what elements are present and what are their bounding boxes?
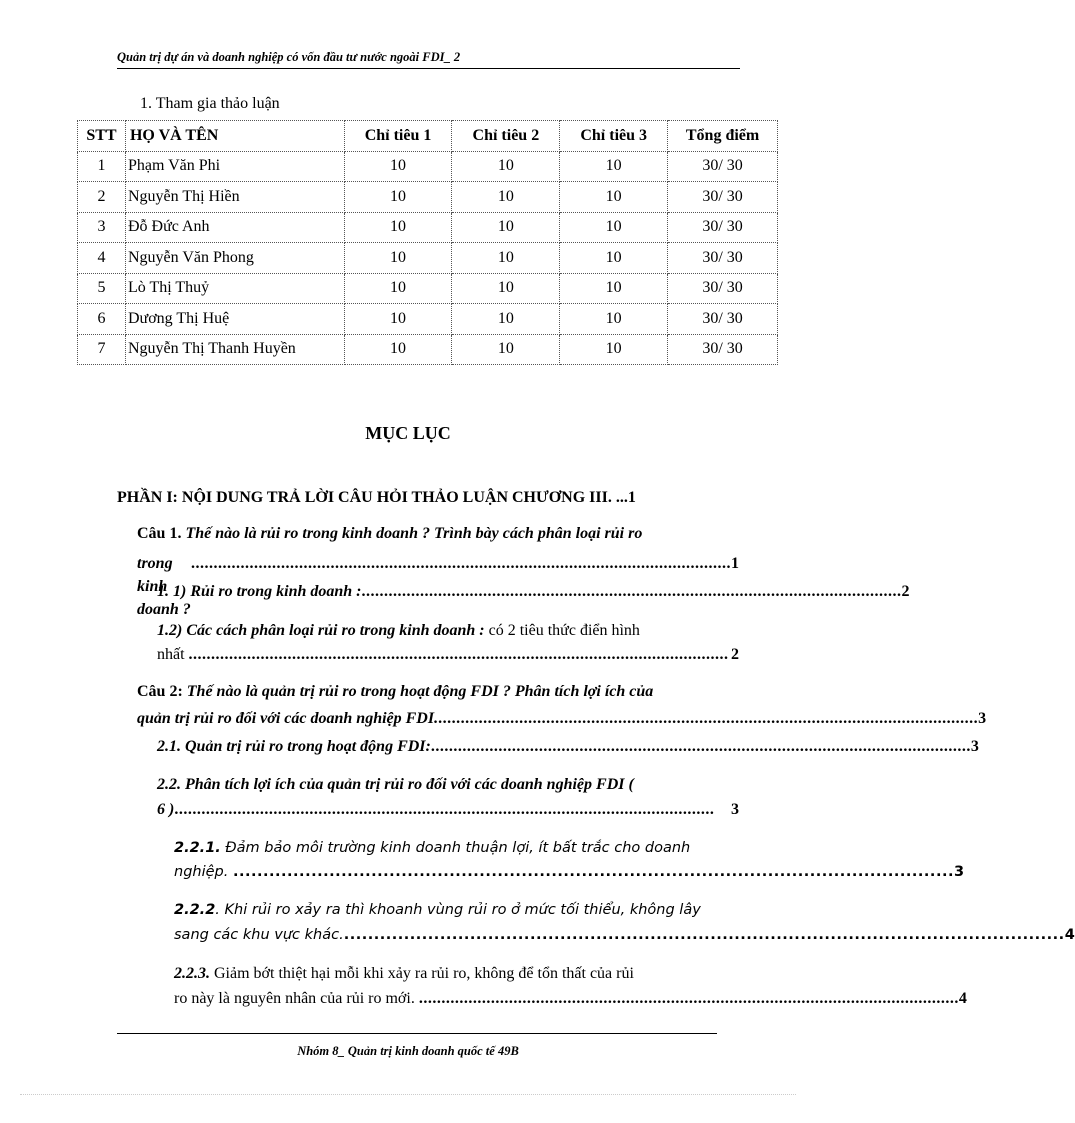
cell-stt: 4 <box>78 243 126 274</box>
toc-s12-page: 2 <box>731 646 739 663</box>
toc-q2-label: Câu 2: <box>137 683 183 700</box>
toc-s222-num: 2.2.2 <box>174 902 216 918</box>
toc-q1-text-a: Thế nào là rủi ro trong kinh doanh ? Trình bày cách phân loại rủi ro <box>185 525 643 542</box>
cell-total: 30/ 30 <box>668 151 778 182</box>
toc-s221-text-b: nghiệp. <box>174 864 229 880</box>
cell-stt: 1 <box>78 151 126 182</box>
table-row <box>78 243 778 274</box>
toc-question-2 <box>137 680 739 703</box>
cell-name: Phạm Văn Phi <box>125 151 344 182</box>
cell-criteria-3: 10 <box>560 273 668 304</box>
toc-section-2-2-1-cont: nghiệp. ........................................................................................................................ 3 <box>174 861 739 884</box>
toc-s21-page: 3 <box>970 738 979 755</box>
toc-q1-page: 1 <box>731 555 739 572</box>
toc-section-2-2-1 <box>174 837 739 860</box>
cell-stt: 3 <box>78 212 126 243</box>
toc-s22-text-b: 6 ) <box>157 801 175 818</box>
cell-criteria-1: 10 <box>344 334 452 365</box>
cell-stt: 7 <box>78 334 126 365</box>
toc-section-2-2-3 <box>174 962 739 985</box>
toc-s12-text: 1.2) Các cách phân loại rủi ro trong kinh doanh : <box>157 622 485 639</box>
participation-table <box>77 120 778 365</box>
header-criteria-3: Chỉ tiêu 3 <box>560 121 668 152</box>
cell-criteria-2: 10 <box>452 182 560 213</box>
cell-criteria-3: 10 <box>560 151 668 182</box>
cell-criteria-1: 10 <box>344 212 452 243</box>
cell-criteria-2: 10 <box>452 334 560 365</box>
toc-section-1-2-cont: nhất ........................................................................................................................ 2 <box>157 643 739 666</box>
cell-stt: 5 <box>78 273 126 304</box>
cell-criteria-1: 10 <box>344 273 452 304</box>
toc-s221-num: 2.2.1. <box>174 840 221 856</box>
toc-question-1-cont: trong kinh doanh ? ........................................................................................................................ 1 <box>137 552 739 621</box>
table-row <box>78 304 778 335</box>
table-row <box>78 182 778 213</box>
toc-q2-text-a: Thế nào là quản trị rủi ro trong hoạt động FDI ? Phân tích lợi ích của <box>186 683 654 700</box>
toc-q2-page: 3 <box>978 710 987 727</box>
toc-section-1-2 <box>157 619 739 642</box>
toc-s222-page: 4 <box>1064 927 1075 943</box>
toc-part-1: PHẦN I: NỘI DUNG TRẢ LỜI CÂU HỎI THẢO LUẬN CHƯƠNG III. ...1 <box>117 489 636 506</box>
section-title: 1. Tham gia thảo luận <box>140 95 280 112</box>
cell-stt: 2 <box>78 182 126 213</box>
toc-section-2-2-2-cont: sang các khu vực khác. ........................................................................................................................ 4 <box>174 924 739 947</box>
toc-s22-text-a: 2.2. Phân tích lợi ích của quản trị rủi ro đối với các doanh nghiệp FDI ( <box>157 776 634 793</box>
cell-criteria-2: 10 <box>452 304 560 335</box>
header-stt: STT <box>78 121 126 152</box>
toc-s12-tail: có 2 tiêu thức điển hình <box>488 622 640 639</box>
page-header: Quản trị dự án và doanh nghiệp có vốn đầu tư nước ngoài FDI_ 2 <box>117 50 740 69</box>
toc-s11-page: 2 <box>901 583 910 600</box>
cell-stt: 6 <box>78 304 126 335</box>
toc-question-2-cont: quản trị rủi ro đối với các doanh nghiệp FDI. ........................................................................................................................ 3 <box>137 707 739 730</box>
cell-total: 30/ 30 <box>668 182 778 213</box>
cell-criteria-2: 10 <box>452 151 560 182</box>
toc-section-1-1: 1. 1) Rủi ro trong kinh doanh : ........................................................................................................................ 2 <box>157 580 739 603</box>
toc-section-2-2-cont: 6 ) ........................................................................................................................ 3 <box>157 798 739 821</box>
page-footer: Nhóm 8_ Quản trị kinh doanh quốc tế 49B <box>297 1044 519 1058</box>
cell-name: Nguyễn Thị Hiền <box>125 182 344 213</box>
toc-s223-text-b: ro này là nguyên nhân của rủi ro mới. <box>174 990 415 1007</box>
cell-criteria-2: 10 <box>452 243 560 274</box>
header-criteria-1: Chỉ tiêu 1 <box>344 121 452 152</box>
cell-name: Nguyễn Thị Thanh Huyền <box>125 334 344 365</box>
toc-s222-text-b: sang các khu vực khác. <box>174 927 344 943</box>
cell-criteria-3: 10 <box>560 334 668 365</box>
toc-s12-b: nhất <box>157 646 185 663</box>
toc-s11-text: 1. 1) Rủi ro trong kinh doanh : <box>157 583 362 600</box>
cell-total: 30/ 30 <box>668 304 778 335</box>
toc-q2-text-b: quản trị rủi ro đối với các doanh nghiệp FDI. <box>137 710 439 727</box>
cell-total: 30/ 30 <box>668 243 778 274</box>
cell-criteria-1: 10 <box>344 151 452 182</box>
toc-section-2-2-2 <box>174 899 739 922</box>
toc-section-2-2-3-cont: ro này là nguyên nhân của rủi ro mới. ........................................................................................................................ 4 <box>174 987 739 1010</box>
toc-q1-label: Câu 1. <box>137 525 182 542</box>
cell-total: 30/ 30 <box>668 273 778 304</box>
toc-s22-page: 3 <box>731 801 739 818</box>
header-criteria-2: Chỉ tiêu 2 <box>452 121 560 152</box>
toc-s223-num: 2.2.3. <box>174 965 210 982</box>
cell-name: Nguyễn Văn Phong <box>125 243 344 274</box>
cell-criteria-3: 10 <box>560 243 668 274</box>
table-row <box>78 151 778 182</box>
cell-criteria-2: 10 <box>452 273 560 304</box>
table-row <box>78 273 778 304</box>
toc-title: MỤC LỤC <box>365 423 451 443</box>
cell-name: Đỗ Đức Anh <box>125 212 344 243</box>
toc-section-2-2 <box>157 773 739 796</box>
cell-total: 30/ 30 <box>668 212 778 243</box>
table-header-row <box>78 121 778 152</box>
cell-criteria-1: 10 <box>344 243 452 274</box>
table-row <box>78 212 778 243</box>
cell-criteria-1: 10 <box>344 304 452 335</box>
footer-divider <box>117 1033 717 1034</box>
toc-q1-text-b: trong kinh doanh ? <box>137 555 191 618</box>
table-row <box>78 334 778 365</box>
page-break <box>20 1094 796 1095</box>
toc-s223-page: 4 <box>958 990 967 1007</box>
toc-s21-text: 2.1. Quản trị rủi ro trong hoạt động FDI: <box>157 738 431 755</box>
cell-total: 30/ 30 <box>668 334 778 365</box>
toc-question-1 <box>137 522 739 545</box>
toc-s221-text-a: Đảm bảo môi trường kinh doanh thuận lợi, ít bất trắc cho doanh <box>225 840 691 856</box>
toc-s223-text-a: Giảm bớt thiệt hại mỗi khi xảy ra rủi ro, không để tổn thất của rủi <box>214 965 634 982</box>
cell-criteria-2: 10 <box>452 212 560 243</box>
header-total: Tổng điểm <box>668 121 778 152</box>
cell-criteria-3: 10 <box>560 212 668 243</box>
cell-criteria-3: 10 <box>560 182 668 213</box>
cell-criteria-1: 10 <box>344 182 452 213</box>
toc-section-2-1: 2.1. Quản trị rủi ro trong hoạt động FDI: ........................................................................................................................ 3 <box>157 735 739 758</box>
cell-name: Dương Thị Huệ <box>125 304 344 335</box>
header-name: HỌ VÀ TÊN <box>125 121 344 152</box>
cell-criteria-3: 10 <box>560 304 668 335</box>
toc-s221-page: 3 <box>953 864 965 880</box>
toc-s222-text-a: . Khi rủi ro xảy ra thì khoanh vùng rủi ro ở mức tối thiểu, không lây <box>215 902 701 918</box>
cell-name: Lò Thị Thuỷ <box>125 273 344 304</box>
